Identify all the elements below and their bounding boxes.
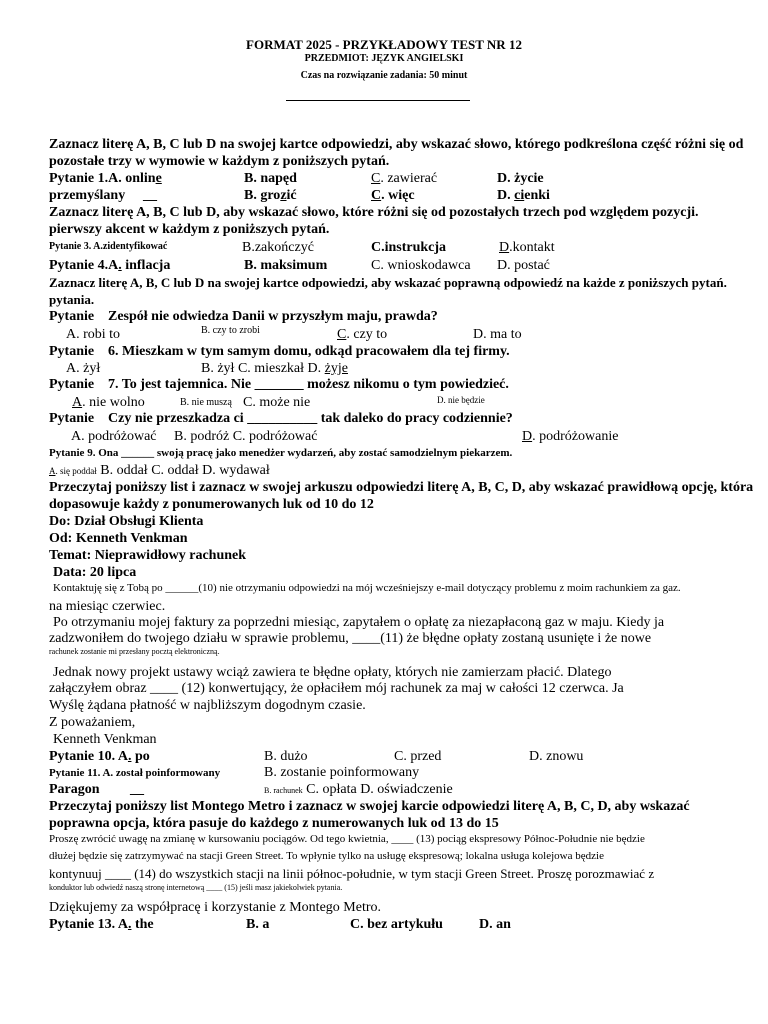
q5-question: Zespół nie odwiedza Danii w przyszłym maju, prawda? xyxy=(108,309,438,324)
page-title: FORMAT 2025 - PRZYKŁADOWY TEST NR 12 xyxy=(246,37,522,52)
letter-paragraph-3-line-3: Wyślę żądana płatność w najbliższym dogodnym czasie. xyxy=(49,698,366,713)
metro-notice-line-4: konduktor lub odwiedź naszą stronę internetową ____ (15) jeśli masz jakiekolwiek pytania. xyxy=(49,883,343,892)
instruction-4-line-1: Przeczytaj poniższy list i zaznacz w swojej arkuszu odpowiedzi literę A, B, C, D, aby wskazać prawidłową opcję, która xyxy=(49,480,754,495)
metro-notice-line-1: Proszę zwrócić uwagę na zmianę w kursowaniu pociągów. Od tego kwietnia, ____ (13) pociąg ekspresowy Północ-Południe nie będzie xyxy=(49,833,645,845)
q2-option-b: B. grozić xyxy=(244,188,297,203)
q11-option-a: Pytanie 11. A. został poinformowany xyxy=(49,767,221,779)
q1-option-d: D. życie xyxy=(497,171,544,186)
q10-option-c: C. przed xyxy=(394,749,442,764)
q7-option-b: B. nie muszą xyxy=(180,397,232,408)
q1-option-a: Pytanie 1.A. online xyxy=(49,171,162,186)
q12-options-bcd: B. rachunek C. opłata D. oświadczenie xyxy=(264,782,453,797)
letter-signature: Kenneth Venkman xyxy=(53,732,157,747)
q5-option-c: C. czy to xyxy=(337,327,388,342)
q3-option-c: C.instrukcja xyxy=(371,240,447,255)
q7-label: Pytanie xyxy=(49,377,95,392)
q10-option-a: Pytanie 10. A. po xyxy=(49,749,150,764)
letter-to: Do: Dział Obsługi Klienta xyxy=(49,514,204,529)
q7-option-d: D. nie będzie xyxy=(437,395,485,405)
q6-option-a: A. żył xyxy=(66,361,101,376)
instruction-1-line-1: Zaznacz literę A, B, C lub D na swojej kartce odpowiedzi, aby wskazać słowo, którego podkreślona część różni się od xyxy=(49,137,744,152)
q5-option-a: A. robi to xyxy=(66,327,121,342)
q13-option-a: Pytanie 13. A. the xyxy=(49,917,154,932)
q9-question: Pytanie 9. Ona ______ swoją pracę jako menedżer wydarzeń, aby zostać samodzielnym piekarzem. xyxy=(49,447,513,459)
q6-label: Pytanie xyxy=(49,344,95,359)
q6-options-bcd: B. żył C. mieszkał D. żyje xyxy=(201,361,348,376)
q4-option-c: C. wnioskodawca xyxy=(371,258,471,273)
q3-option-d: D.kontakt xyxy=(499,240,555,255)
q2-blank: __ xyxy=(143,188,157,203)
letter-date: Data: 20 lipca xyxy=(53,565,137,580)
metro-notice-line-3: kontynuuj ____ (14) do wszystkich stacji na linii północ-południe, w tym stacji Green Street. Proszę porozmawiać z xyxy=(49,866,655,881)
time-line: Czas na rozwiązanie zadania: 50 minut xyxy=(300,70,468,81)
q5-option-b: B. czy to zrobi xyxy=(201,325,260,336)
q12-blank: __ xyxy=(130,782,144,797)
q8-option-d: D. podróżowanie xyxy=(522,429,619,444)
q9-options: A. się poddał B. oddał C. oddał D. wydawał xyxy=(49,463,270,478)
instruction-5-line-2: poprawna opcja, która pasuje do każdego z numerowanych luk od 13 do 15 xyxy=(49,816,499,831)
letter-closing: Z poważaniem, xyxy=(49,715,136,730)
letter-paragraph-1-line-1: Kontaktuję się z Tobą po ______(10) nie otrzymaniu odpowiedzi na mój wcześniejszy e-mail dotyczący problemu z moim rachunkiem za gaz. xyxy=(53,582,681,594)
q4-option-b: B. maksimum xyxy=(244,258,328,273)
q13-option-c: C. bez artykułu xyxy=(350,917,443,932)
letter-paragraph-3-line-1: Jednak nowy projekt ustawy wciąż zawiera te błędne opłaty, których nie zamierzam płacić. Dlatego xyxy=(53,665,612,680)
q3-option-a: Pytanie 3. A.zidentyfikować xyxy=(49,241,168,252)
letter-paragraph-2-line-1: Po otrzymaniu mojej faktury za poprzedni miesiąc, zapytałem o opłatę za niezapłaconą gaz w maju. Kiedy ja xyxy=(53,615,665,630)
header-divider xyxy=(286,100,470,101)
subject-line: PRZEDMIOT: JĘZYK ANGIELSKI xyxy=(304,53,464,64)
q6-question: 6. Mieszkam w tym samym domu, odkąd pracowałem dla tej firmy. xyxy=(108,344,510,359)
q8-options-bc: B. podróż C. podróżować xyxy=(174,429,318,444)
q7-option-c: C. może nie xyxy=(243,395,311,410)
q13-option-d: D. an xyxy=(479,917,511,932)
instruction-3-line-1: Zaznacz literę A, B, C lub D na swojej kartce odpowiedzi, aby wskazać poprawną odpowiedź na każde z poniższych pytań. xyxy=(49,275,727,290)
q11-option-b: B. zostanie poinformowany xyxy=(264,765,420,780)
q10-option-b: B. dużo xyxy=(264,749,308,764)
letter-paragraph-2-line-2: zadzwoniłem do twojego działu w sprawie problemu, ____(11) że błędne opłaty zostaną usunięte i że nowe xyxy=(49,631,652,646)
instruction-5-line-1: Przeczytaj poniższy list Montego Metro i zaznacz w swojej karcie odpowiedzi literę A, B, C, D, aby wskazać xyxy=(49,799,690,814)
q4-option-d: D. postać xyxy=(497,258,550,273)
q2-option-d: D. cienki xyxy=(497,188,550,203)
q1-option-b: B. napęd xyxy=(244,171,297,186)
q12-option-a: Paragon xyxy=(49,782,100,797)
q13-option-b: B. a xyxy=(246,917,270,932)
letter-paragraph-1-line-2: na miesiąc czerwiec. xyxy=(49,599,166,614)
q2-option-c: C. więc xyxy=(371,188,415,203)
instruction-4-line-2: dopasowuje każdy z ponumerowanych luk od 10 do 12 xyxy=(49,497,374,512)
q8-option-a: A. podróżować xyxy=(71,429,157,444)
letter-from: Od: Kenneth Venkman xyxy=(49,531,188,546)
q5-label: Pytanie xyxy=(49,309,95,324)
q4-option-a: Pytanie 4.A. inflacja xyxy=(49,258,171,273)
instruction-3-line-2: pytania. xyxy=(49,292,95,307)
letter-subject: Temat: Nieprawidłowy rachunek xyxy=(49,548,247,563)
q2-option-a: przemyślany xyxy=(49,188,126,203)
q7-question: 7. To jest tajemnica. Nie _______ możesz nikomu o tym powiedzieć. xyxy=(108,377,509,392)
instruction-1-line-2: pozostałe trzy w wymowie w każdym z poniższych pytań. xyxy=(49,154,390,169)
instruction-2-line-2: pierwszy akcent w każdym z poniższych pytań. xyxy=(49,222,330,237)
metro-notice-line-2: dłużej będzie się zatrzymywać na stacji Green Street. To wpłynie tylko na usługę ekspresową; lokalna usługa kolejowa będzie xyxy=(49,850,604,862)
q3-option-b: B.zakończyć xyxy=(242,240,314,255)
q8-question: Czy nie przeszkadza ci __________ tak daleko do pracy codziennie? xyxy=(108,411,513,426)
q8-label: Pytanie xyxy=(49,411,95,426)
letter-paragraph-3-line-2: załączyłem obraz ____ (12) konwertujący, że opłaciłem mój rachunek za maj w całości 12 czerwca. Ja xyxy=(49,681,624,696)
q10-option-d: D. znowu xyxy=(529,749,584,764)
instruction-2-line-1: Zaznacz literę A, B, C lub D, aby wskazać słowo, które różni się od pozostałych trzech pod względem pozycji. xyxy=(49,205,699,220)
q1-option-c: C. zawierać xyxy=(371,171,438,186)
letter-paragraph-2-line-3: rachunek zostanie mi przesłany pocztą elektroniczną. xyxy=(49,647,220,656)
q7-option-a: A. nie wolno xyxy=(72,395,145,410)
metro-notice-line-5: Dziękujemy za współpracę i korzystanie z Montego Metro. xyxy=(49,900,382,915)
q5-option-d: D. ma to xyxy=(473,327,522,342)
